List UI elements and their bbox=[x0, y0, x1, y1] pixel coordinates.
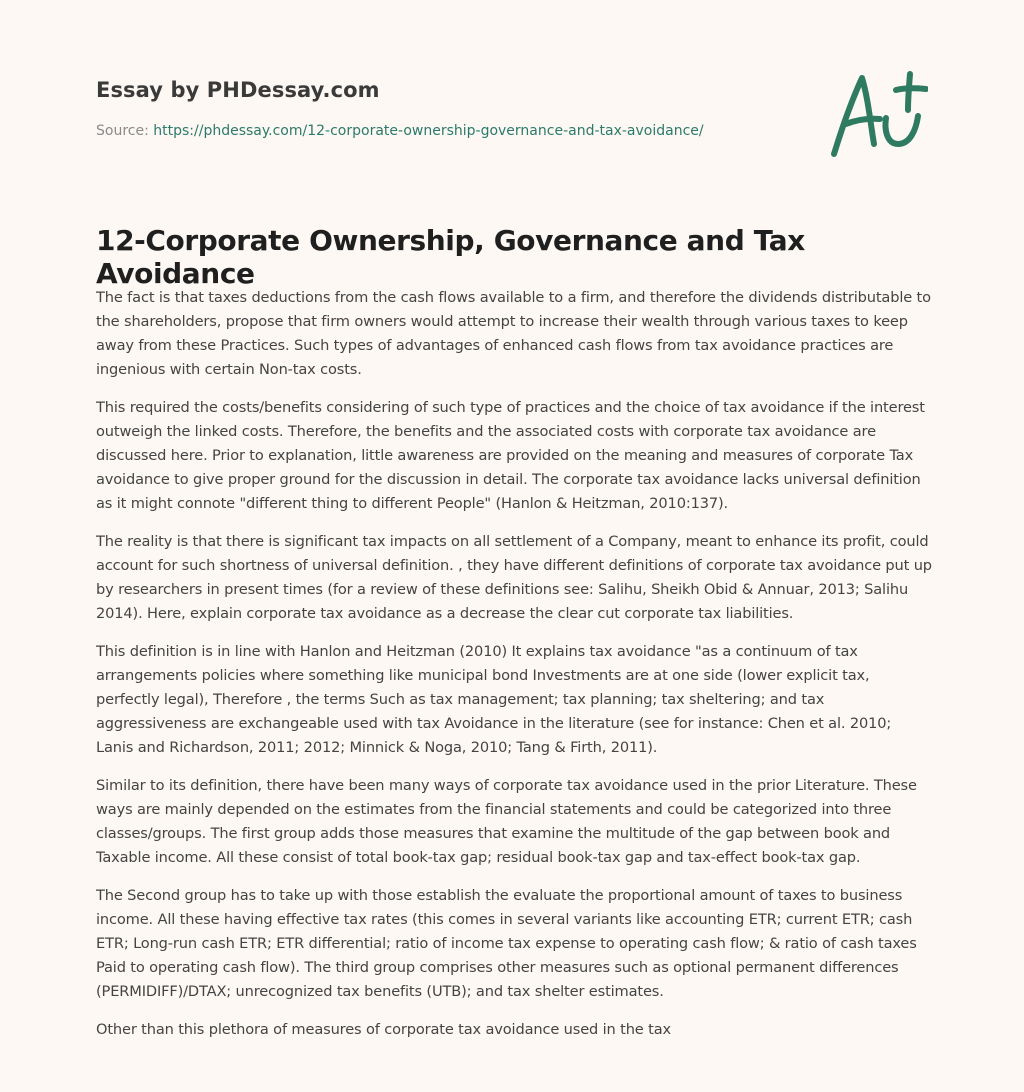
paragraph: The fact is that taxes deductions from the cash flows available to a firm, and therefore the dividends distributable to the shareholders, propose that firm owners would attempt to increase their wealth through various taxes to keep away from these Practices. Such types of advantages of enhanced cash flows from tax avoidance practices are ingenious with certain Non-tax costs. bbox=[96, 289, 931, 378]
paragraph: Other than this plethora of measures of corporate tax avoidance used in the tax bbox=[96, 1021, 671, 1038]
source-label: Source: bbox=[96, 123, 149, 139]
source-link[interactable]: https://phdessay.com/12-corporate-ownership-governance-and-tax-avoidance/ bbox=[153, 123, 704, 139]
paragraph: This definition is in line with Hanlon and Heitzman (2010) It explains tax avoidance "as a continuum of tax arrangements policies where something like municipal bond Investments are at one side (lower explicit tax, perfectly legal), Therefore , the terms Such as tax management; tax planning; tax sheltering; and tax aggressiveness are exchangeable used with tax Avoidance in the literature (see for instance: Chen et al. 2010; Lanis and Richardson, 2011; 2012; Minnick & Noga, 2010; Tang & Firth, 2011). bbox=[96, 643, 892, 756]
paragraph: This required the costs/benefits considering of such type of practices and the choice of tax avoidance if the interest outweigh the linked costs. Therefore, the benefits and the associated costs with corporate tax avoidance are discussed here. Prior to explanation, little awareness are provided on the meaning and measures of corporate Tax avoidance to give proper ground for the discussion in detail. The corporate tax avoidance lacks universal definition as it might connote "different thing to different People" (Hanlon & Heitzman, 2010:137). bbox=[96, 399, 925, 512]
paragraph: The Second group has to take up with those establish the evaluate the proportional amount of taxes to business income. All these having effective tax rates (this comes in several variants like accounting ETR; current ETR; cash ETR; Long-run cash ETR; ETR differential; ratio of income tax expense to operating cash flow; & ratio of cash taxes Paid to operating cash flow). The third group comprises other measures such as optional permanent differences (PERMIDIFF)/DTAX; unrecognized tax benefits (UTB); and tax shelter estimates. bbox=[96, 887, 917, 1000]
essay-header bbox=[96, 72, 928, 172]
a-plus-logo-icon bbox=[828, 68, 928, 164]
source-line bbox=[96, 123, 928, 139]
brand-name: Essay by PHDessay.com bbox=[96, 78, 380, 102]
paragraph: Similar to its definition, there have been many ways of corporate tax avoidance used in the prior Literature. These ways are mainly depended on the estimates from the financial statements and could be categorized into three classes/groups. The first group adds those measures that examine the multitude of the gap between book and Taxable income. All these consist of total book-tax gap; residual book-tax gap and tax-effect book-tax gap. bbox=[96, 777, 917, 866]
essay-body bbox=[96, 286, 932, 1056]
paragraph: The reality is that there is significant tax impacts on all settlement of a Company, meant to enhance its profit, could account for such shortness of universal definition. , they have different definitions of corporate tax avoidance put up by researchers in present times (for a review of these definitions see: Salihu, Sheikh Obid & Annuar, 2013; Salihu 2014). Here, explain corporate tax avoidance as a decrease the clear cut corporate tax liabilities. bbox=[96, 533, 932, 622]
essay-title: 12-Corporate Ownership, Governance and Tax Avoidance bbox=[96, 224, 805, 290]
